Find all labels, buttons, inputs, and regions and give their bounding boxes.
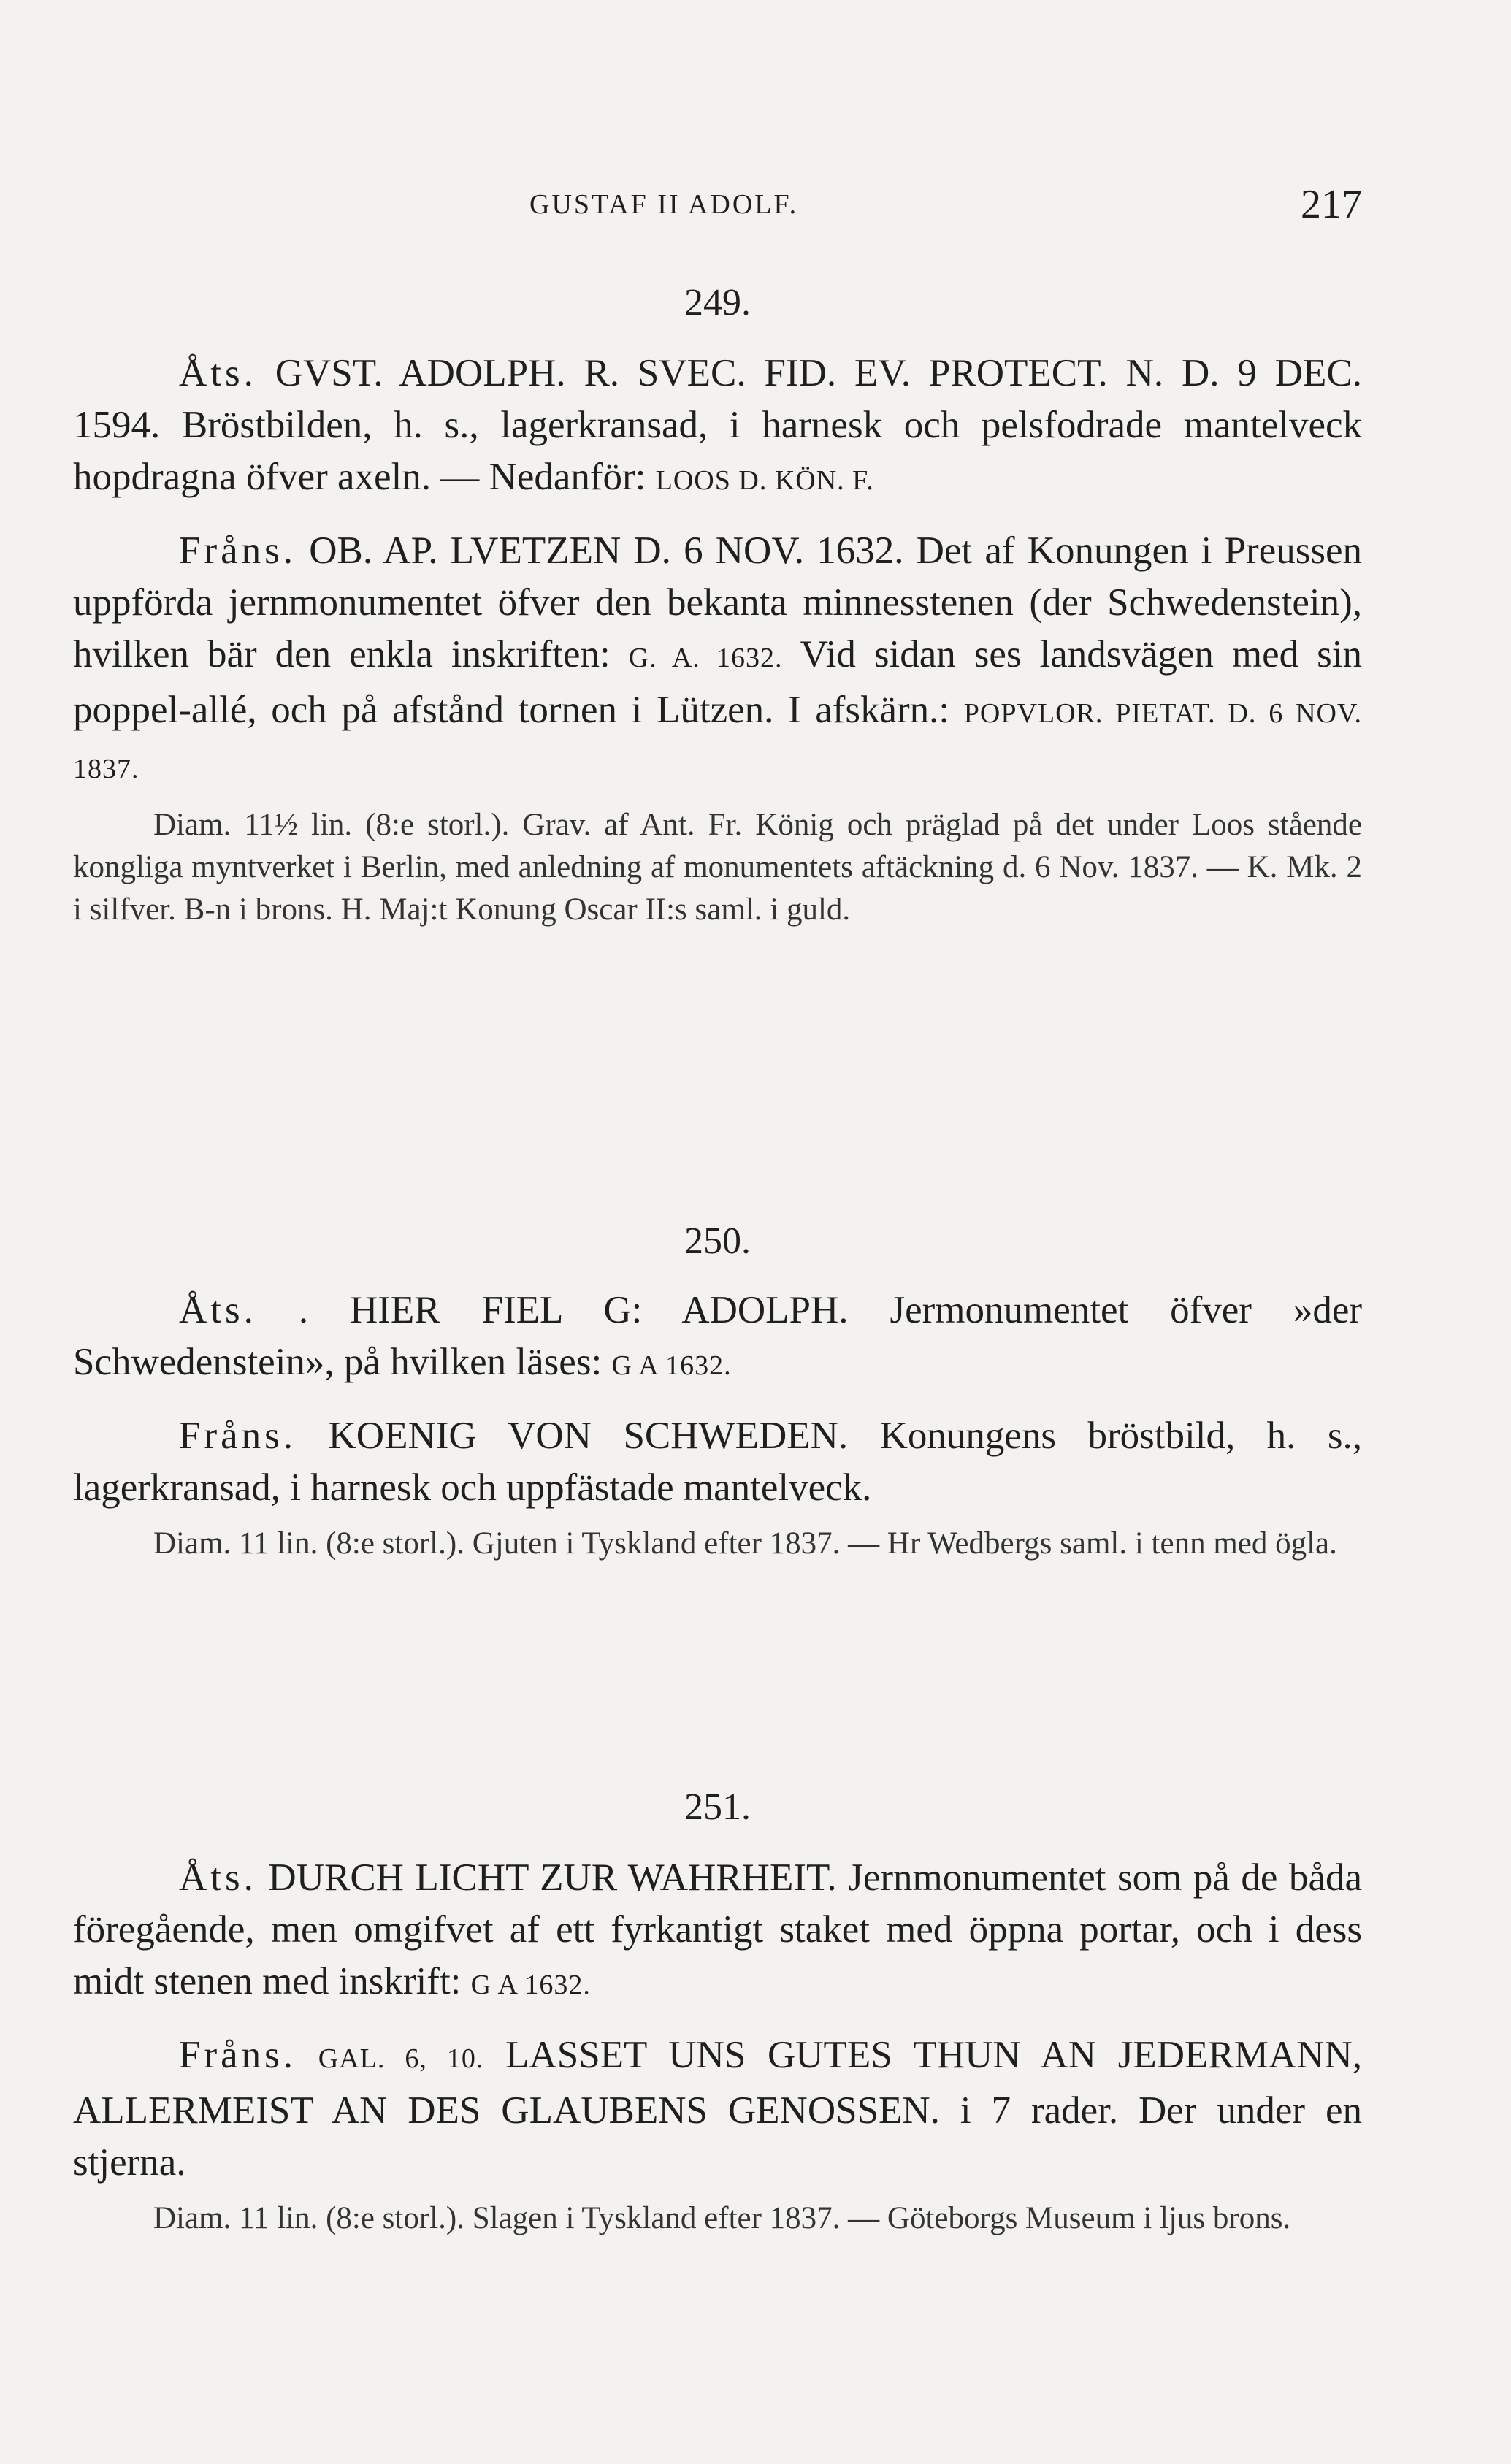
reverse-description [73, 2029, 1362, 2189]
page-header [73, 181, 1362, 232]
obverse-label: Åts. [179, 1289, 257, 1331]
entry-number: 249. [684, 282, 751, 324]
entry-number: 251. [684, 1786, 751, 1828]
obverse-inscription: G A 1632. [470, 1970, 591, 2000]
reverse-inscription: G. A. 1632. [628, 643, 783, 673]
page-number: 217 [1301, 182, 1362, 227]
reverse-label: Fråns. [179, 2034, 297, 2076]
obverse-text: GVST. ADOLPH. R. SVEC. FID. EV. PROTECT. N. D. 9 DEC. 1594. Bröstbilden, h. s., lagerkransad, i harnesk och pelsfodrade mantelveck hopdragna öfver axeln. — Nedanför: [73, 352, 1363, 498]
obverse-inscription: G A 1632. [611, 1350, 732, 1381]
reverse-label: Fråns. [179, 529, 297, 572]
entry-250 [73, 1216, 1362, 1565]
obverse-text: . HIER FIEL G: ADOLPH. Jermonumentet öfver »der Schwedenstein», på hvilken läses: [73, 1289, 1363, 1383]
reverse-text-continued: Vid sidan ses landsvägen med sin poppel-allé, och på afstånd tornen i Lützen. I afskärn.: [73, 633, 1363, 731]
entry-249 [73, 278, 1362, 931]
entry-note: Diam. 11 lin. (8:e storl.). Gjuten i Tyskland efter 1837. — Hr Wedbergs saml. i tenn med ögla. [153, 1526, 1337, 1561]
obverse-label: Åts. [179, 1856, 257, 1899]
entry-note: Diam. 11½ lin. (8:e storl.). Grav. af Ant. Fr. König och präglad på det under Loos stående kongliga myntverket i Berlin, med anledning af monumentets aftäckning d. 6 Nov. 1837. — K. Mk. 2 i silfver. B-n i brons. H. Maj:t Konung Oscar II:s saml. i guld. [73, 808, 1362, 927]
entry-number: 250. [684, 1220, 751, 1262]
reverse-description [73, 1410, 1362, 1514]
obverse-inscription: LOOS D. KÖN. F. [655, 465, 874, 496]
obverse-description [73, 348, 1362, 507]
book-page [73, 0, 1362, 2464]
reverse-label: Fråns. [179, 1415, 297, 1457]
exergue-inscription: POPVLOR. PIETAT. D. 6 NOV. 1837. [73, 698, 1362, 784]
obverse-description [73, 1285, 1362, 1392]
reverse-prefix: GAL. 6, 10. [318, 2043, 484, 2074]
running-title: GUSTAF II ADOLF. [529, 189, 799, 220]
reverse-text: OB. AP. LVETZEN D. 6 NOV. 1632. Det af Konungen i Preussen uppförda jernmonumentet öfver den bekanta minnesstenen (der Schwedenstein), hvilken bär den enkla inskriften: [73, 529, 1362, 676]
entry-note: Diam. 11 lin. (8:e storl.). Slagen i Tyskland efter 1837. — Göteborgs Museum i ljus brons. [153, 2201, 1291, 2235]
reverse-description [73, 525, 1362, 795]
obverse-text: DURCH LICHT ZUR WAHRHEIT. Jernmonumentet som på de båda föregående, men omgifvet af ett fyrkantigt staket med öppna portar, och i dess midt stenen med inskrift: [73, 1856, 1362, 2002]
obverse-description [73, 1852, 1362, 2011]
obverse-label: Åts. [179, 352, 257, 394]
entry-251 [73, 1782, 1362, 2240]
reverse-text: KOENIG VON SCHWEDEN. Konungens bröstbild, h. s., lagerkransad, i harnesk och uppfästade mantelveck. [73, 1415, 1363, 1509]
reverse-text: LASSET UNS GUTES THUN AN JEDERMANN, ALLERMEIST AN DES GLAUBENS GENOSSEN. i 7 rader. Der under en stjerna. [73, 2034, 1362, 2184]
